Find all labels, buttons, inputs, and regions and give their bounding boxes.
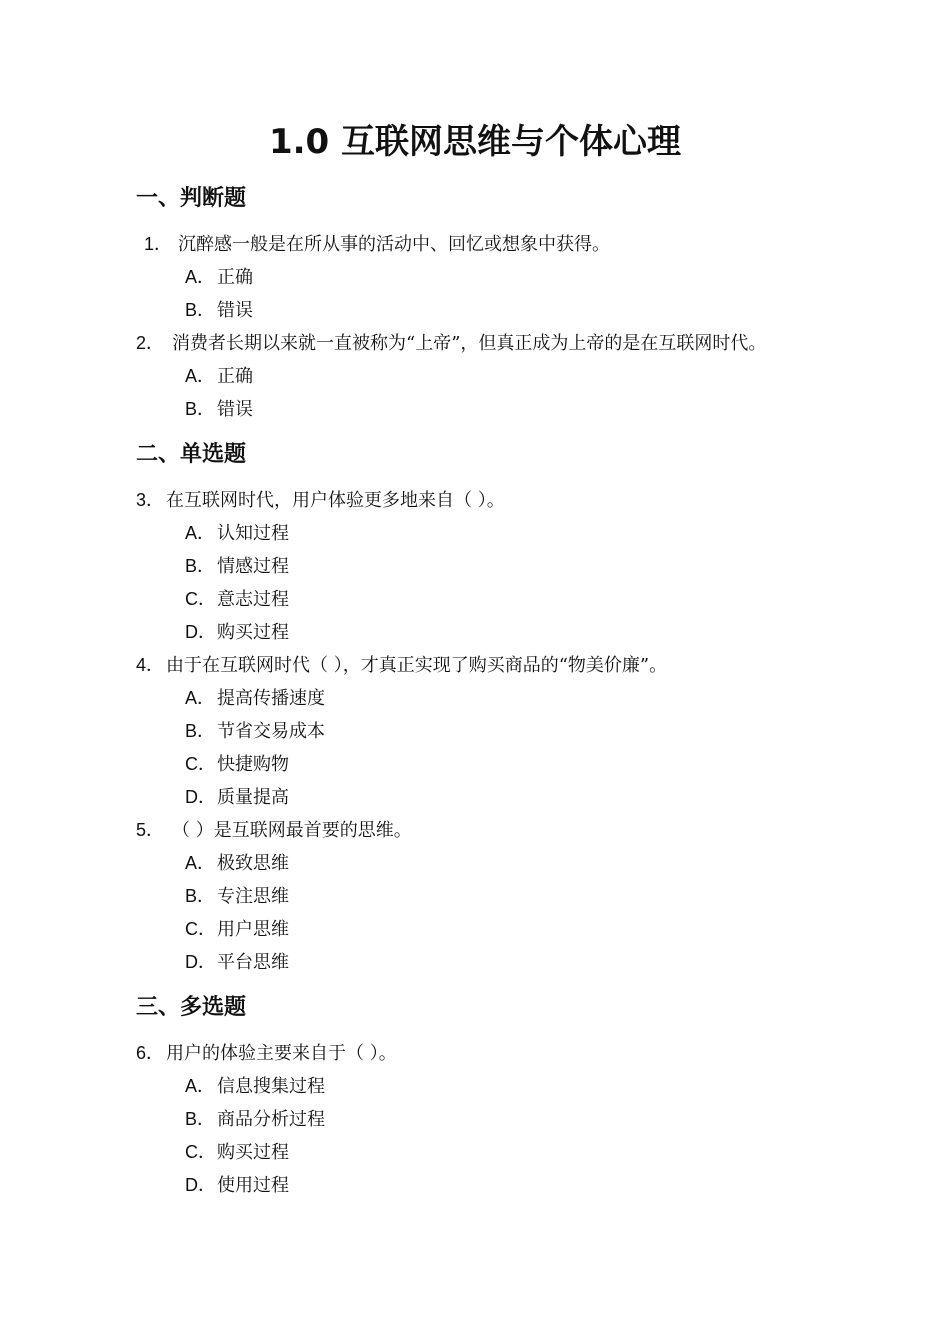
option-c [185, 586, 289, 613]
question-1 [144, 231, 610, 258]
question-text: 由于在互联网时代（ ），才真正实现了购买商品的“物美价廉”。 [166, 655, 668, 676]
option-letter: A． [185, 688, 216, 708]
section-heading-multiple-choice: 三、多选题 [136, 995, 247, 1020]
question-text: 在互联网时代，用户体验更多地来自（ ）。 [166, 490, 505, 511]
option-b [185, 718, 325, 745]
question-text: 沉醉感一般是在所从事的活动中、回忆或想象中获得。 [178, 234, 610, 255]
option-text: 专注思维 [217, 886, 289, 907]
option-text: 错误 [217, 300, 253, 321]
option-letter: B． [185, 721, 216, 741]
option-text: 购买过程 [217, 1142, 289, 1163]
option-text: 用户思维 [217, 919, 289, 940]
question-text: （ ）是互联网最首要的思维。 [172, 820, 412, 841]
option-a [185, 264, 253, 291]
option-b [185, 396, 253, 423]
option-letter: C． [185, 919, 216, 939]
question-text: 消费者长期以来就一直被称为“上帝”，但真正成为上帝的是在互联网时代。 [172, 333, 767, 354]
option-letter: A． [185, 853, 216, 873]
option-letter: B． [185, 300, 216, 320]
option-letter: D． [185, 787, 216, 807]
question-number: 2． [136, 333, 165, 353]
option-letter: C． [185, 589, 216, 609]
question-text: 用户的体验主要来自于（ ）。 [166, 1043, 397, 1064]
option-a [185, 520, 289, 547]
question-number: 3． [136, 490, 165, 510]
option-letter: B． [185, 886, 216, 906]
question-2 [136, 330, 766, 357]
option-text: 极致思维 [217, 853, 289, 874]
option-letter: B． [185, 1109, 216, 1129]
option-text: 使用过程 [217, 1175, 289, 1196]
option-c [185, 1139, 289, 1166]
page-title: 1.0 互联网思维与个体心理 [268, 122, 682, 162]
option-d [185, 949, 289, 976]
option-text: 意志过程 [217, 589, 289, 610]
question-4 [136, 652, 667, 679]
option-text: 正确 [217, 366, 253, 387]
question-number: 5． [136, 820, 165, 840]
option-a [185, 685, 325, 712]
option-letter: A． [185, 1076, 216, 1096]
question-3 [136, 487, 505, 514]
question-number: 6． [136, 1043, 165, 1063]
option-d [185, 1172, 289, 1199]
option-letter: B． [185, 399, 216, 419]
option-text: 商品分析过程 [217, 1109, 325, 1130]
option-text: 提高传播速度 [217, 688, 325, 709]
option-c [185, 916, 289, 943]
option-letter: C． [185, 754, 216, 774]
option-letter: A． [185, 523, 216, 543]
option-letter: D． [185, 952, 216, 972]
option-b [185, 553, 289, 580]
option-letter: C． [185, 1142, 216, 1162]
question-6 [136, 1040, 397, 1067]
option-letter: A． [185, 366, 216, 386]
option-text: 质量提高 [217, 787, 289, 808]
section-heading-true-false: 一、判断题 [136, 186, 247, 211]
section-heading-single-choice: 二、单选题 [136, 442, 247, 467]
option-text: 节省交易成本 [217, 721, 325, 742]
question-number: 1． [144, 234, 173, 254]
option-letter: D． [185, 622, 216, 642]
option-text: 正确 [217, 267, 253, 288]
option-letter: D． [185, 1175, 216, 1195]
option-d [185, 784, 289, 811]
option-c [185, 751, 289, 778]
option-b [185, 1106, 325, 1133]
option-d [185, 619, 289, 646]
option-text: 平台思维 [217, 952, 289, 973]
option-text: 错误 [217, 399, 253, 420]
option-letter: A． [185, 267, 216, 287]
question-5 [136, 817, 412, 844]
option-letter: B． [185, 556, 216, 576]
option-b [185, 883, 289, 910]
option-b [185, 297, 253, 324]
option-a [185, 363, 253, 390]
option-text: 信息搜集过程 [217, 1076, 325, 1097]
option-text: 认知过程 [217, 523, 289, 544]
option-a [185, 1073, 325, 1100]
option-text: 情感过程 [217, 556, 289, 577]
question-number: 4． [136, 655, 165, 675]
option-a [185, 850, 289, 877]
option-text: 快捷购物 [217, 754, 289, 775]
option-text: 购买过程 [217, 622, 289, 643]
